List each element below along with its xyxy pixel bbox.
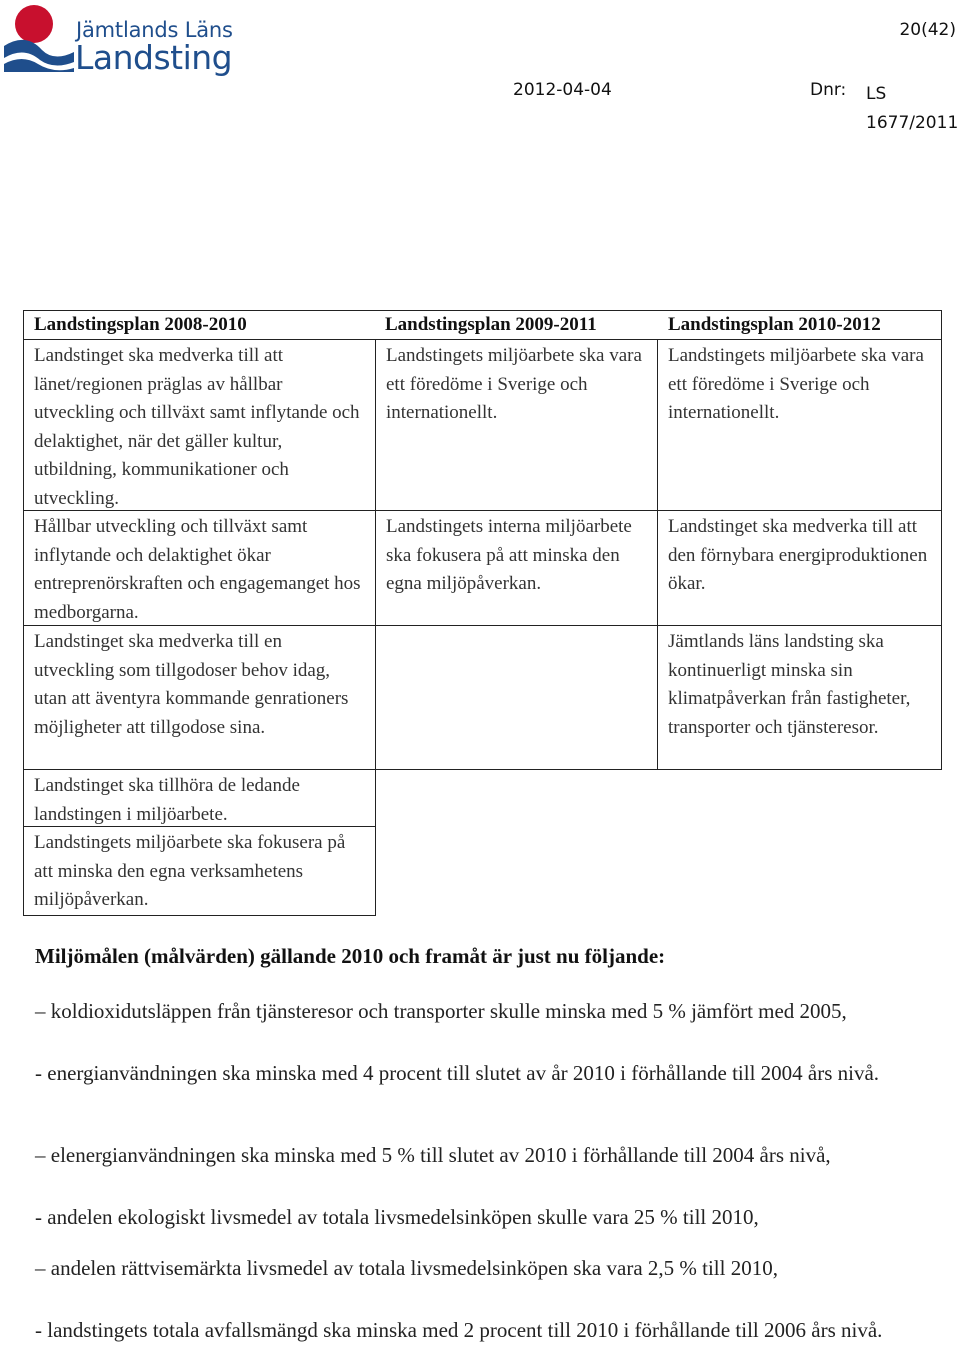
table-cell: [657, 339, 942, 511]
goal-item: – koldioxidutsläppen från tjänsteresor och transporter skulle minska med 5 % jämfört med 2005,: [35, 999, 847, 1023]
goal-item: – elenergianvändningen ska minska med 5 % till slutet av 2010 i förhållande till 2004 års nivå,: [35, 1143, 831, 1167]
goals-heading: Miljömålen (målvärden) gällande 2010 och framåt är just nu följande:: [35, 944, 666, 968]
cell-text: Landstingets miljöarbete ska vara ett föredöme i Sverige och internationellt.: [668, 345, 924, 424]
cell-text: Jämtlands läns landsting ska kontinuerligt minska sin klimatpåverkan från fastigheter, transporter och tjänsteresor.: [668, 631, 911, 738]
logo-emblem-icon: [2, 2, 76, 78]
table-cell: [375, 339, 658, 511]
cell-text: Landstingets miljöarbete ska fokusera på att minska den egna verksamhetens miljöpåverkan.: [34, 832, 346, 911]
cell-text: Landstinget ska medverka till att den förnybara energiproduktionen ökar.: [668, 516, 928, 595]
goal-item: – andelen rättvisemärkta livsmedel av totala livsmedelsinköpen ska vara 2,5 % till 2010,: [35, 1256, 778, 1280]
dnr-label: Dnr:: [810, 80, 847, 100]
cell-text: Landstinget ska medverka till en utveckling som tillgodoser behov idag, utan att äventyra kommande genrationers möjligheter att tillgodose sina.: [34, 631, 349, 738]
dnr-value: LS 1677/2011: [866, 84, 959, 133]
table-cell-empty: [375, 625, 658, 770]
page-number: 20(42): [899, 20, 956, 40]
cell-text: Landstingets miljöarbete ska vara ett föredöme i Sverige och internationellt.: [386, 345, 642, 424]
column-header-2008-2010: Landstingsplan 2008-2010: [34, 314, 247, 335]
logo-text-line1: Jämtlands Läns: [76, 18, 233, 42]
document-date: 2012-04-04: [513, 80, 612, 100]
column-header-2010-2012: Landstingsplan 2010-2012: [668, 314, 881, 335]
table-cell: [23, 510, 376, 626]
table-cell: [23, 826, 376, 916]
table-cell: [23, 769, 376, 827]
goal-item: - landstingets totala avfallsmängd ska minska med 2 procent till 2010 i förhållande till 2006 års nivå.: [35, 1318, 883, 1342]
table-cell: [657, 625, 942, 770]
table-cell: [23, 339, 376, 511]
goal-item: - andelen ekologiskt livsmedel av totala livsmedelsinköpen skulle vara 25 % till 2010,: [35, 1205, 759, 1229]
table-cell: [23, 625, 376, 770]
cell-text: Landstingets interna miljöarbete ska fokusera på att minska den egna miljöpåverkan.: [386, 516, 632, 595]
goal-item: - energianvändningen ska minska med 4 procent till slutet av år 2010 i förhållande till 2004 års nivå.: [35, 1061, 880, 1085]
cell-text: Landstinget ska tillhöra de ledande landstingen i miljöarbete.: [34, 775, 300, 825]
table-cell: [657, 510, 942, 626]
column-header-2009-2011: Landstingsplan 2009-2011: [385, 314, 597, 335]
logo-text-line2: Landsting: [75, 38, 233, 77]
cell-text: Landstinget ska medverka till att länet/regionen präglas av hållbar utveckling och tillväxt samt inflytande och delaktighet, när det gäller kultur, utbildning, kommunikationer och utveckling.: [34, 345, 360, 509]
cell-text: Hållbar utveckling och tillväxt samt inflytande och delaktighet ökar entreprenörskraften och engagemanget hos medborgarna.: [34, 516, 361, 623]
table-cell: [375, 510, 658, 626]
